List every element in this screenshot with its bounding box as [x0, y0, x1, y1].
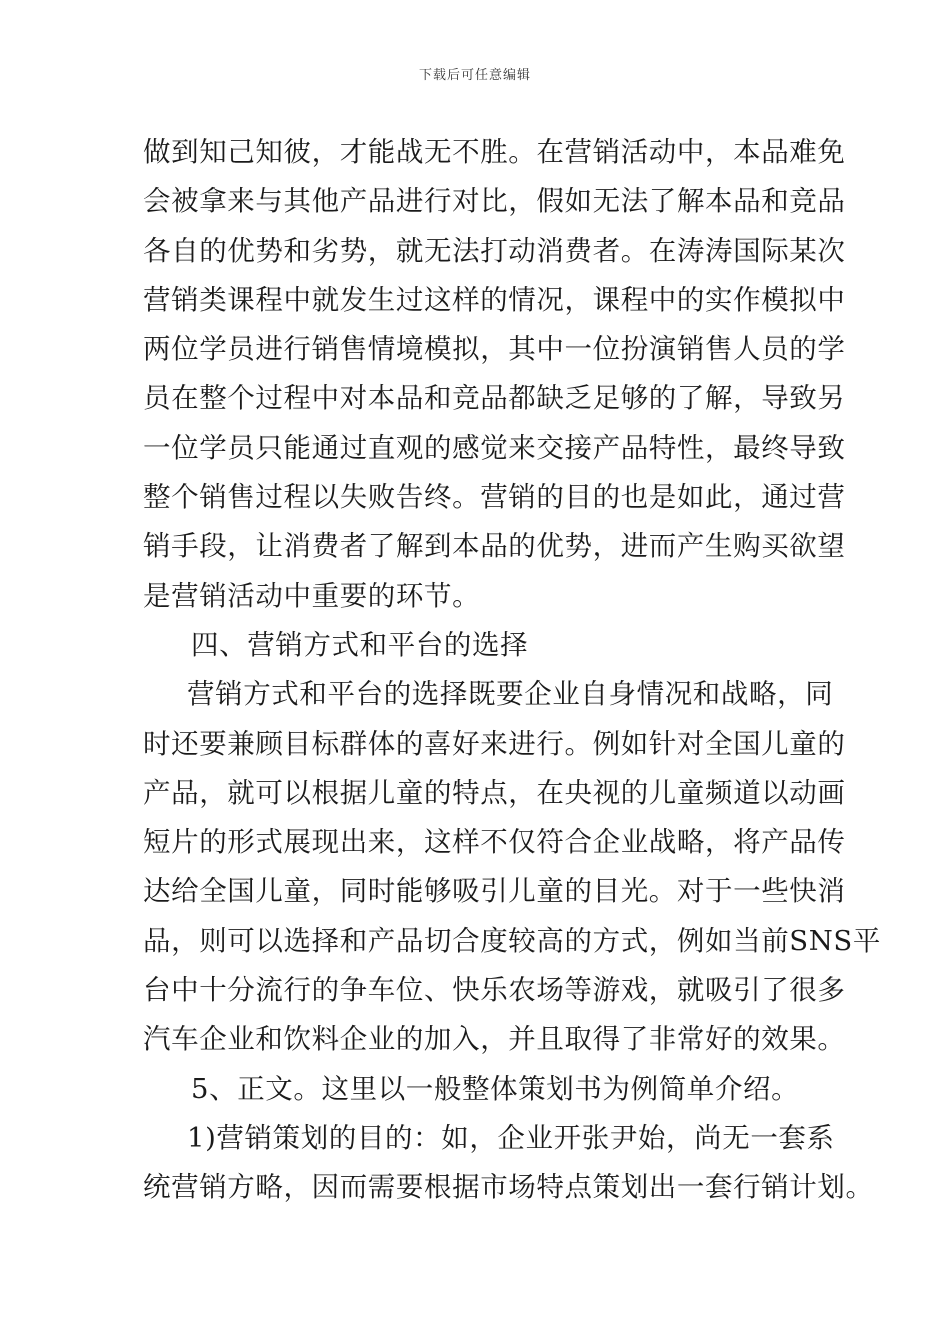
body-line: 品，则可以选择和产品切合度较高的方式，例如当前SNS平 [143, 924, 881, 957]
body-line: 是营销活动中重要的环节。 [143, 579, 481, 612]
body-line: 一位学员只能通过直观的感觉来交接产品特性，最终导致 [143, 431, 846, 464]
section-heading: 四、营销方式和平台的选择 [191, 628, 529, 661]
body-line: 达给全国儿童，同时能够吸引儿童的目光。对于一些快消 [143, 875, 846, 908]
body-line: 产品，就可以根据儿童的特点，在央视的儿童频道以动画 [143, 776, 846, 809]
body-line: 汽车企业和饮料企业的加入，并且取得了非常好的效果。 [143, 1023, 846, 1056]
body-line: 销手段，让消费者了解到本品的优势，进而产生购买欲望 [143, 530, 846, 563]
section-heading: 5、正文。这里以一般整体策划书为例简单介绍。 [191, 1072, 800, 1105]
paragraph-first-line: 营销方式和平台的选择既要企业自身情况和战略，同 [187, 678, 834, 711]
body-line: 时还要兼顾目标群体的喜好来进行。例如针对全国儿童的 [143, 727, 846, 760]
page-header: 下载后可任意编辑 [418, 68, 531, 83]
document-body [143, 128, 881, 1213]
body-line: 整个销售过程以失败告终。营销的目的也是如此，通过营 [143, 481, 846, 514]
body-line: 各自的优势和劣势，就无法打动消费者。在涛涛国际某次 [143, 234, 846, 267]
body-line: 两位学员进行销售情境模拟，其中一位扮演销售人员的学 [143, 333, 846, 366]
body-line: 营销类课程中就发生过这样的情况，课程中的实作模拟中 [143, 283, 846, 316]
body-line: 短片的形式展现出来，这样不仅符合企业战略，将产品传 [143, 826, 846, 859]
body-line: 台中十分流行的争车位、快乐农场等游戏，就吸引了很多 [143, 974, 846, 1007]
body-line: 员在整个过程中对本品和竞品都缺乏足够的了解，导致另 [143, 382, 846, 415]
body-line: 会被拿来与其他产品进行对比，假如无法了解本品和竞品 [143, 185, 846, 218]
body-line: 统营销方略，因而需要根据市场特点策划出一套行销计划。 [143, 1171, 874, 1204]
paragraph-first-line: 1)营销策划的目的：如，企业开张尹始，尚无一套系 [187, 1121, 835, 1154]
body-line: 做到知己知彼，才能战无不胜。在营销活动中，本品难免 [143, 136, 846, 168]
